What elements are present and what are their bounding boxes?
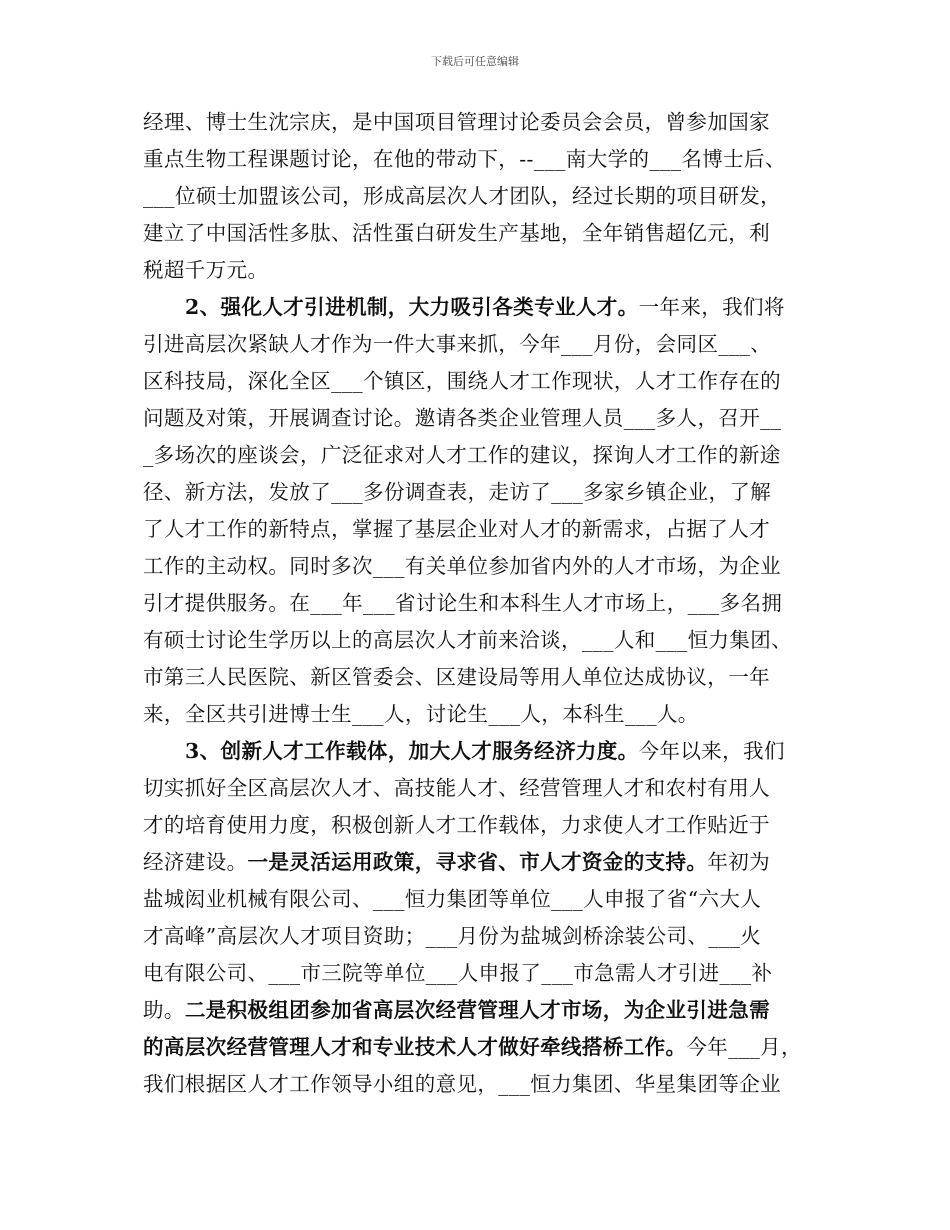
text-line (143, 400, 813, 437)
text-line (143, 992, 813, 1029)
bold-phrase: 一是灵活运用政策，寻求省、市人才资金的支持。 (247, 850, 708, 874)
text-run: 我们根据区人才工作领导小组的意见，___恒力集团、华星集团等企业 (143, 1072, 782, 1096)
text-run: 税超千万元。 (143, 258, 269, 282)
text-line (143, 252, 813, 289)
text-run: 重点生物工程课题讨论，在他的带动下，--___南大学的___名博士后、 (143, 147, 786, 171)
text-run: 来，全区共引进博士生___人，讨论生___人，本科生___人。 (143, 702, 699, 726)
text-line (143, 1029, 813, 1066)
text-run: 经济建设。 (143, 850, 248, 874)
text-line (143, 955, 813, 992)
text-run: 市第三人民医院、新区管委会、区建设局等用人单位达成协议，一年 (143, 665, 770, 689)
text-line (143, 474, 813, 511)
text-run: 经理、博士生沈宗庆，是中国项目管理讨论委员会会员，曾参加国家 (143, 110, 770, 134)
text-line (143, 178, 813, 215)
text-run: 引进高层次紧缺人才作为一件大事来抓，今年___月份，会同区___、 (143, 332, 772, 356)
text-run: 助。 (143, 998, 185, 1022)
text-run: 有硕士讨论生学历以上的高层次人才前来洽谈，___人和___恒力集团、 (143, 628, 793, 652)
paragraph-start-line (143, 289, 813, 326)
text-run: 区科技局，深化全区___个镇区，围绕人才工作现状，人才工作存在的 (143, 369, 782, 393)
text-line (143, 104, 813, 141)
text-run: 今年___月， (686, 1035, 802, 1059)
document-body (143, 104, 813, 1103)
text-line (143, 511, 813, 548)
text-run: 引才提供服务。在___年___省讨论生和本科生人才市场上，___多名拥 (143, 591, 783, 615)
text-run: 才的培育使用力度，积极创新人才工作载体，力求使人才工作贴近于 (143, 813, 770, 837)
text-run: 才高峰”高层次人才项目资助；___月份为盐城剑桥涂装公司、___火 (143, 924, 762, 948)
bold-phrase: 的高层次经营管理人才和专业技术人才做好牵线搭桥工作。 (143, 1035, 687, 1059)
text-line (143, 1066, 813, 1103)
bold-phrase: 二是积极组团参加省高层次经营管理人才市场，为企业引进急需 (184, 998, 771, 1022)
text-line (143, 881, 813, 918)
text-line (143, 622, 813, 659)
text-line (143, 659, 813, 696)
text-line (143, 770, 813, 807)
page-header: 下载后可任意编辑 (431, 55, 519, 68)
text-run: ___位硕士加盟该公司，形成高层次人才团队，经过长期的项目研发， (143, 184, 782, 208)
text-line (143, 585, 813, 622)
text-run: _多场次的座谈会，广泛征求对人才工作的建议，探询人才工作的新途 (143, 443, 781, 467)
text-line (143, 141, 813, 178)
section-heading: 3、创新人才工作载体，加大人才服务经济力度。 (185, 739, 639, 763)
section-heading: 2、强化人才引进机制，大力吸引各类专业人才。 (185, 295, 639, 319)
text-line (143, 215, 813, 252)
text-run: 了人才工作的新特点，掌握了基层企业对人才的新需求，占据了人才 (143, 517, 770, 541)
text-run: 电有限公司、___市三院等单位___人申报了___市急需人才引进___补 (143, 961, 773, 985)
text-line (143, 918, 813, 955)
text-line (143, 437, 813, 474)
paragraph-start-line (143, 733, 813, 770)
text-run: 问题及对策，开展调查讨论。邀请各类企业管理人员___多人，召开__ (143, 406, 782, 430)
text-run: 盐城闳业机械有限公司、___恒力集团等单位___人申报了省“六大人 (143, 887, 762, 911)
text-line (143, 326, 813, 363)
text-run: 切实抓好全区高层次人才、高技能人才、经营管理人才和农村有用人 (143, 776, 770, 800)
text-run: 工作的主动权。同时多次___有关单位参加省内外的人才市场，为企业 (143, 554, 782, 578)
text-run: 建立了中国活性多肽、活性蛋白研发生产基地，全年销售超亿元，利 (143, 221, 770, 245)
text-run: 今年以来，我们 (638, 739, 785, 763)
text-run: 径、新方法，发放了___多份调查表，走访了___多家乡镇企业，了解 (143, 480, 772, 504)
text-line (143, 548, 813, 585)
text-line (143, 696, 813, 733)
text-line (143, 807, 813, 844)
text-run: 一年来，我们将 (638, 295, 785, 319)
text-line (143, 363, 813, 400)
text-run: 年初为 (707, 850, 771, 874)
text-line (143, 844, 813, 881)
